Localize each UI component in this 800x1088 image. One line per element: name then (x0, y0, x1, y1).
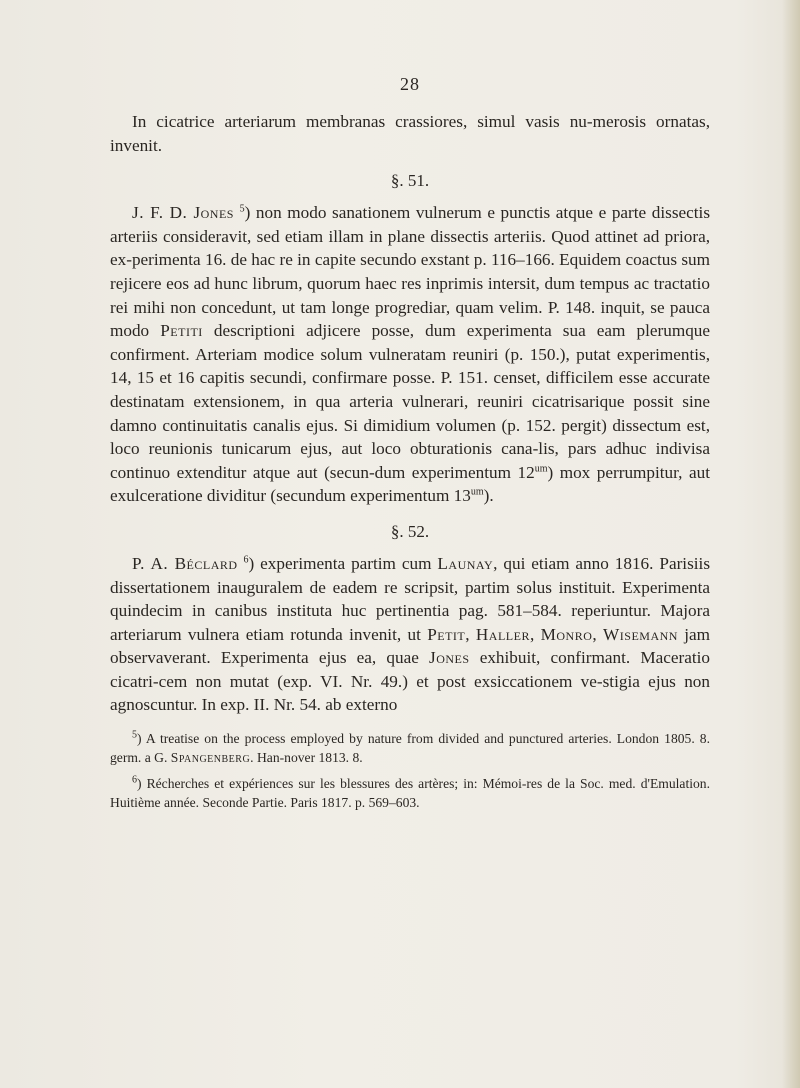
footnote-marker: 6 (243, 554, 249, 566)
paragraph-text: ) experimenta partim cum (248, 553, 432, 573)
page-edge-shadow (782, 0, 800, 1088)
author-name: Petiti (160, 321, 203, 341)
author-name: Launay (437, 553, 494, 573)
footnote-5 (110, 729, 710, 768)
author-name: Petit (427, 624, 466, 644)
punctuation: , (529, 624, 535, 644)
page-number: 28 (400, 74, 420, 94)
paragraph-text: jam observaverant. Experimenta ejus ea, quae (110, 624, 711, 668)
section-heading-52: §. 52. (390, 521, 430, 541)
paragraph-text: ). (483, 486, 494, 506)
author-name: Jones (429, 648, 470, 668)
paragraph-section-51 (110, 201, 710, 508)
author-name: Wisemann (603, 624, 678, 644)
intro-paragraph: In cicatrice arteriarum membranas crassiores, simul vasis nu-merosis ornatas, invenit. (110, 112, 710, 155)
punctuation: , (465, 624, 470, 644)
punctuation: , (592, 624, 597, 644)
paragraph-text: ) non modo sanationem vulnerum e punctis atque e parte dissectis arteriis consideravit, sed etiam illam in plane dissectis arteriis. Quod attinet ad priora, ex-perimenta 16. de hac re in capite secundo exstant p. 116–166. Equidem coactus sum rejicere eos ad hunc librum, quorum haec res inprimis intersit, dum tempus ac tractatio rei mihi non concedunt, ut tam longe progrediar, quam velim. P. 148. inquit, se pauca modo (110, 203, 711, 341)
footnote-number: 6 (132, 774, 137, 786)
section-heading-51: §. 51. (390, 171, 430, 191)
author-name: Monro (540, 624, 593, 644)
author-name: Spangenberg (170, 750, 251, 766)
footnotes (110, 729, 710, 813)
footnote-marker: 5 (239, 203, 245, 215)
paragraph-text: descriptioni adjicere posse, dum experimenta sua eam plerumque confirment. Arteriam modice solum vulneratam reuniri (p. 150.), putat experimentis, 14, 15 et 16 capitis secundi, confirmare posse. P. 151. censet, difficilem esse accurate destinatam extensionem, in qua arteria vulnerari, reuniri cicatrisarique possit sine damno continuitatis canalis ejus. Si dimidium volumen (p. 152. pergit) dissectum est, loco reunionis tunicarum ejus, aut loco obturationis cana-lis, pars adhuc indivisa continuo extenditur atque aut (secun-dum experimentum 12 (110, 321, 711, 482)
footnote-text: . Han-nover 1813. 8. (250, 750, 363, 766)
footnote-number: 5 (132, 729, 137, 741)
page-content (110, 110, 710, 819)
author-name: P. A. Béclard (132, 553, 238, 573)
footnote-text: ) Récherches et expériences sur les blessures des artères; in: Mémoi-res de la Soc. med. d'Emulation. Huitième année. Seconde Partie. Paris 1817. p. 569–603. (110, 775, 710, 811)
superscript: um (470, 486, 484, 498)
superscript: um (534, 462, 548, 474)
author-name: J. F. D. Jones (132, 203, 234, 223)
paragraph-text: , qui etiam anno 1816. Parisiis dissertationem inauguralem de eadem re scripsit, partim solus instituit. Experimenta quindecim in canibus instituta huc pertinentia pag. 581–584. reperiuntur. Majora arteriarum vulnera etiam rotunda invenit, ut (110, 553, 711, 644)
author-name: Haller (475, 624, 530, 644)
paragraph-section-52 (110, 552, 710, 717)
paragraph-text: ) mox perrumpitur, aut exulceratione dividitur (secundum experimentum 13 (110, 462, 710, 506)
footnote-6 (110, 774, 710, 813)
footnote-text: ) A treatise on the process employed by nature from divided and punctured arteries. London 1805. 8. germ. a G. (110, 731, 710, 766)
paragraph-text: exhibuit, confirmant. Maceratio cicatri-cem non mutat (exp. VI. Nr. 49.) et post exsiccationem ve-stigia ejus non agnoscuntur. In exp. II. Nr. 54. ab externo (110, 648, 711, 715)
